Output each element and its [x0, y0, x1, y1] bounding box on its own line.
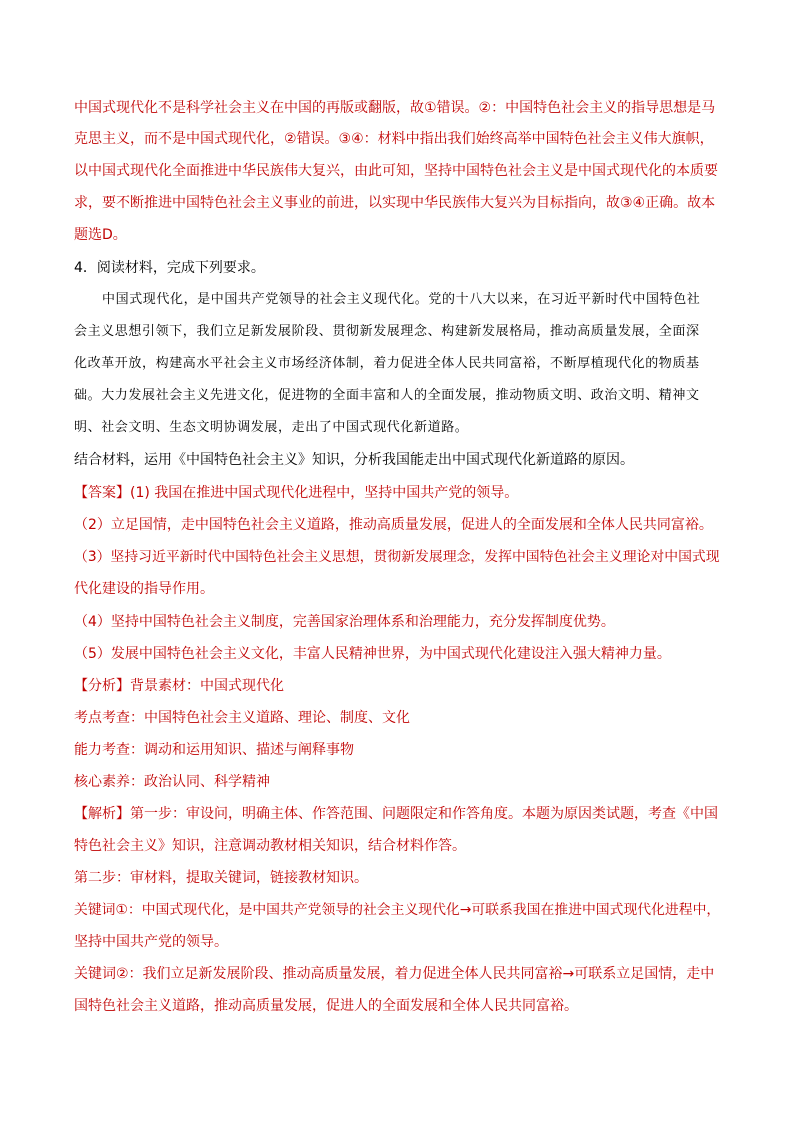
text-line: 克思主义，而不是中国式现代化，②错误。③④：材料中指出我们始终高举中国特色社会主义伟大旗帜， — [74, 131, 714, 147]
text-line: 特色社会主义》知识，注意调动教材相关知识，结合材料作答。 — [74, 838, 466, 854]
text-line: 代化建设的指导作用。 — [74, 581, 214, 597]
text-line: （2）立足国情，走中国特色社会主义道路，推动高质量发展，促进人的全面发展和全体人民共同富裕。 — [74, 517, 713, 533]
text-line: 考点考查：中国特色社会主义道路、理论、制度、文化 — [74, 710, 410, 726]
material-text-line: 础。大力发展社会主义先进文化，促进物的全面丰富和人的全面发展，推动物质文明、政治文明、精神文 — [74, 388, 700, 403]
text-line: 【答案】(1) 我国在推进中国式现代化进程中，坚持中国共产党的领导。 — [74, 485, 519, 501]
text-line: 核心素养：政治认同、科学精神 — [74, 774, 270, 790]
text-line: （3）坚持习近平新时代中国特色社会主义思想，贯彻新发展理念，发挥中国特色社会主义理论对中国式现 — [74, 549, 720, 565]
text-line: （5）发展中国特色社会主义文化，丰富人民精神世界，为中国式现代化建设注入强大精神力量。 — [74, 646, 671, 662]
text-line: 能力考查：调动和运用知识、描述与阐释事物 — [74, 742, 354, 758]
text-line: 求，要不断推进中国特色社会主义事业的前进，以实现中华民族伟大复兴为目标指向，故③④正确。故本 — [74, 195, 716, 211]
material-text-line: 化改革开放，构建高水平社会主义市场经济体制，着力促进全体人民共同富裕，不断厚植现代化的物质基 — [74, 356, 700, 371]
text-line: 4．阅读材料，完成下列要求。 — [74, 260, 265, 276]
text-line: 中国式现代化不是科学社会主义在中国的再版或翻版，故①错误。②：中国特色社会主义的指导思想是马 — [74, 100, 716, 116]
text-line: （4）坚持中国特色社会主义制度，完善国家治理体系和治理能力，充分发挥制度优势。 — [74, 614, 615, 630]
text-line: 以中国式现代化全面推进中华民族伟大复兴，由此可知，坚持中国特色社会主义是中国式现代化的本质要 — [74, 163, 718, 179]
material-text-line: 中国式现代化，是中国共产党领导的社会主义现代化。党的十八大以来，在习近平新时代中国特色社 — [102, 292, 701, 307]
text-line: 【解析】第一步：审设问，明确主体、作答范围、问题限定和作答角度。本题为原因类试题，考查《中国 — [74, 806, 718, 822]
text-line: 第二步：审材料，提取关键词，链接教材知识。 — [74, 870, 368, 886]
text-line: 关键词①：中国式现代化，是中国共产党领导的社会主义现代化→可联系我国在推进中国式现代化进程中， — [74, 902, 721, 918]
text-line: 坚持中国共产党的领导。 — [74, 934, 228, 950]
material-text-line: 会主义思想引领下，我们立足新发展阶段、贯彻新发展理念、构建新发展格局，推动高质量发展，全面深 — [74, 324, 700, 339]
text-line: 关键词②：我们立足新发展阶段、推动高质量发展，着力促进全体人民共同富裕→可联系立足国情，走中 — [74, 966, 715, 982]
text-line: 【分析】背景素材：中国式现代化 — [74, 678, 284, 694]
text-line: 题选D。 — [74, 227, 127, 243]
text-line: 结合材料，运用《中国特色社会主义》知识，分析我国能走出中国式现代化新道路的原因。 — [74, 452, 634, 468]
text-line: 国特色社会主义道路，推动高质量发展，促进人的全面发展和全体人民共同富裕。 — [74, 998, 578, 1014]
material-text-line: 明、社会文明、生态文明协调发展，走出了中国式现代化新道路。 — [74, 420, 469, 435]
